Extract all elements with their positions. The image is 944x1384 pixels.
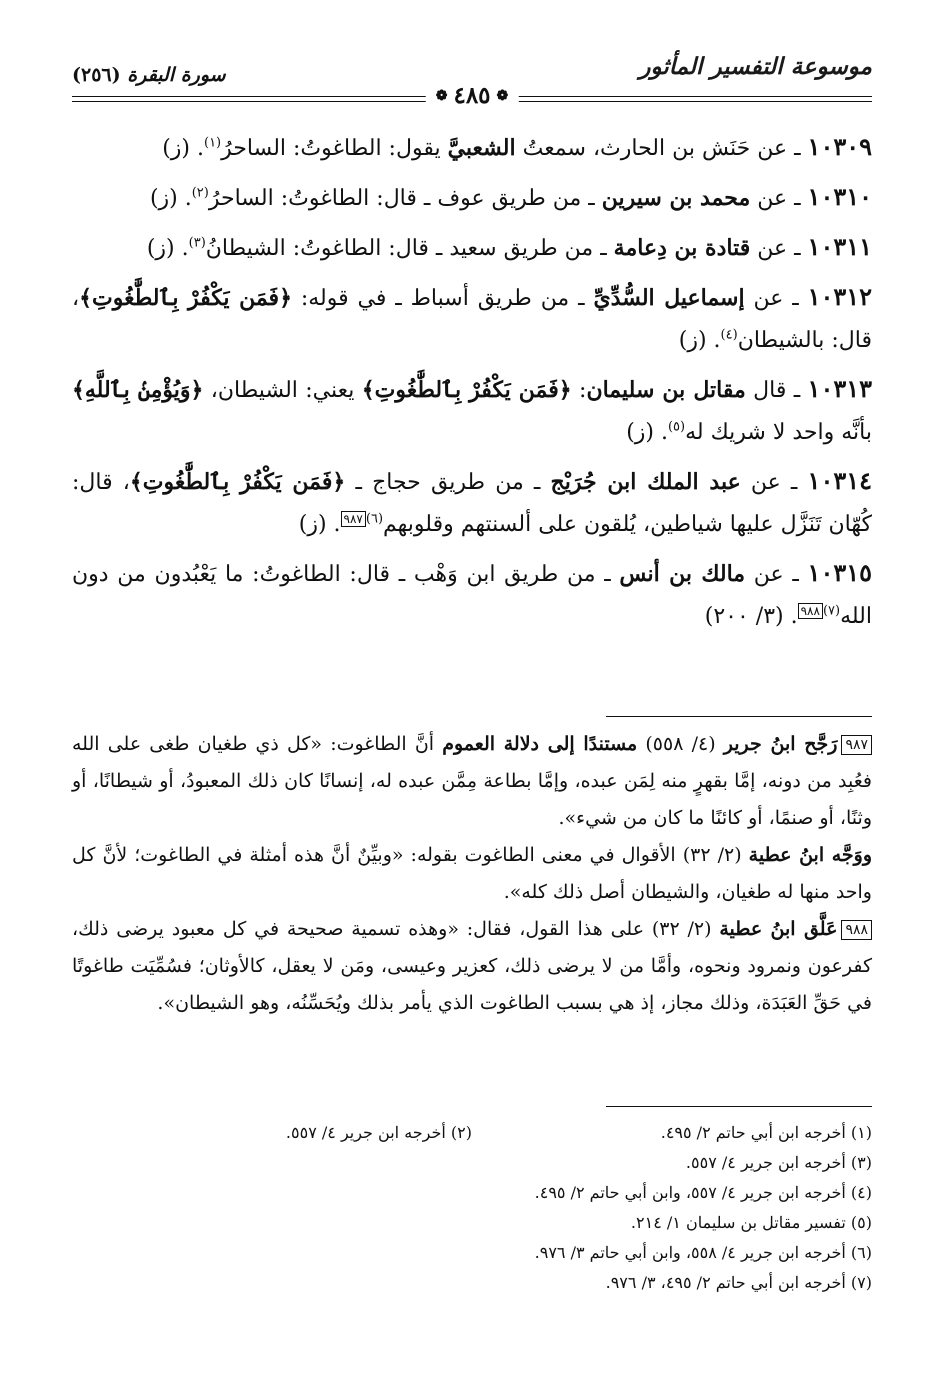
footnotes-divider [606,1106,872,1107]
commentary-text: (٤/ ٥٥٨) [637,733,724,755]
narration-text: . (ز) [162,136,204,161]
commentary-author: عَلَّق ابنُ عطية [719,918,838,940]
commentary-author: رَجَّح ابنُ جرير [723,733,838,755]
narrations [72,126,872,644]
commentary-number-box: ٩٨٧ [841,735,872,755]
narration-entry [72,368,872,454]
page-number-text: ٤٨٥ [453,82,491,109]
narration-text: ـ من طريق ابن وَهْب ـ قال: الطاغوتُ: ما يَعْبُدون من دون الله [72,562,872,629]
narration-entry [72,176,872,220]
footnote-marker: (٢) [191,185,209,201]
narration-entry [72,552,872,638]
narration-text: . (ز) [298,512,341,537]
footnote: (٤) أخرجه ابن جرير ٤/ ٥٥٧، وابن أبي حاتم ٢/ ٤٩٥. [534,1183,872,1202]
narration-number: ١٠٣٠٩ [807,132,872,161]
narration-text: ـ عن [750,186,808,211]
narration-entry [72,126,872,170]
quran-verse: ﴿وَيُؤْمِنۢ بِٱللَّهِ﴾ [72,377,204,403]
footnote: (٢) أخرجه ابن جرير ٤/ ٥٥٧. [285,1123,472,1142]
footnote: (٧) أخرجه ابن أبي حاتم ٢/ ٤٩٥، ٣/ ٩٧٦. [605,1273,872,1292]
footnote: (٦) أخرجه ابن جرير ٤/ ٥٥٨، وابن أبي حاتم ٣/ ٩٧٦. [534,1243,872,1262]
narration-number: ١٠٣١٣ [807,374,872,403]
notes-divider [606,716,872,717]
book-title: موسوعة التفسير المأثور [639,54,872,80]
commentary-text: (٢/ ٣٢) الأقوال في معنى الطاغوت بقوله: «وبيِّنٌ أنَّ هذه أمثلة في الطاغوت؛ لأنَّ كل واحد منها له طغيان، والشيطان أصل ذلك كله». [72,844,872,903]
narration-text: يقول: الطاغوتُ: الساحرُ [221,136,448,161]
footnote-marker: (٥) [667,419,686,435]
narration-text: ـ عن [740,470,808,495]
narration-text: ـ عن [744,286,808,311]
footnote: (٥) تفسير مقاتل بن سليمان ١/ ٢١٤. [630,1213,872,1232]
narrator-name: محمد بن سيرين [601,185,751,211]
narration-text: . (ز) [149,186,192,211]
narration-number: ١٠٣١٠ [807,182,872,211]
commentary-text: أنَّ الطاغوت: «كل ذي طغيان طغى على الله فعُبِد من دونه، إمَّا بقهرٍ منه لِمَن عبده، وإمَّا بطاعة مِمَّن عبده له، إنسانًا كان ذلك المعبودُ، أو شيطانًا، أو وثنًا، أو صنمًا، أو كائنًا ما كان من شيء». [72,733,872,829]
narration-text: ـ من طريق أسباط ـ في قوله: [291,286,594,311]
narration-text: . (٣/ ٢٠٠) [704,604,798,629]
narrator-name: عبد الملك ابن جُرَيْج [550,469,741,495]
narration-text: بأنَّه واحد لا شريك له [685,420,872,445]
footnote-marker: (٧) [822,603,841,619]
narration-text: . (ز) [146,236,189,261]
narration-entry [72,460,872,546]
commentary-emphasis: مستندًا إلى دلالة العموم [442,733,638,755]
narration-entry [72,276,872,362]
narrator-name: مالك بن أنس [619,561,746,587]
commentary-notes [72,726,872,1022]
quran-verse: ﴿فَمَن يَكْفُرْ بِٱلطَّٰغُوتِ﴾ [79,285,292,311]
narrator-name: إسماعيل السُّدِّيِّ [593,285,745,311]
commentary-ref-box[interactable]: ٩٨٨ [798,603,823,619]
narration-text: يعني: الشيطان، [203,378,362,403]
ayah-number: (٢٥٦) [72,64,121,86]
narration-text: ، قال: بالشيطان [72,286,872,353]
narration-text: ـ من طريق سعيد ـ قال: الطاغوتُ: الشيطانُ [205,236,614,261]
footnote-marker: (١) [203,135,222,151]
narration-number: ١٠٣١٥ [807,558,872,587]
surah-name: سورة البقرة [127,64,226,86]
footnote-marker: (٦) [365,511,384,527]
ornament-icon: ❁ [496,87,509,104]
narration-text: ـ قال [745,378,808,403]
footnote-marker: (٣) [188,235,206,251]
narration-number: ١٠٣١٢ [807,282,873,311]
narration-text: ـ من طريق حجاج ـ [345,470,551,495]
narration-text: : [571,378,587,403]
page-number [426,82,519,109]
quran-verse: ﴿فَمَن يَكْفُرْ بِٱلطَّٰغُوتِ﴾ [361,377,572,403]
quran-verse: ﴿فَمَن يَكْفُرْ بِٱلطَّٰغُوتِ﴾ [129,469,346,495]
narration-text: ـ من طريق عوف ـ قال: الطاغوتُ: الساحرُ [208,186,602,211]
narrator-name: قتادة بن دِعامة [613,235,751,261]
page-header [72,52,872,109]
commentary-number-box: ٩٨٨ [841,920,872,940]
narration-text: ـ عن حَنَش بن الحارث، سمعتُ [515,136,808,161]
narration-text: ، قال: كُهّان تَنَزَّل عليها شياطين، يُلقون على ألسنتهم وقلوبهم [72,470,872,537]
narration-text: ـ عن [745,562,808,587]
footnote-row [72,1118,872,1148]
narration-text: ـ عن [750,236,808,261]
commentary-text: (٢/ ٣٢) على هذا القول، فقال: «وهذه تسمية صحيحة في كل معبود يرضى ذلك، كفرعون ونمرود ونحوه، وأمَّا من لا يرضى ذلك، كعزير وعيسى، ومَن لا يعقل، كالأوثان؛ فسُمِّيَت طاغوتًا في حَقِّ العَبَدَة، وذلك مجاز، إذ هي بسبب الطاغوت الذي يأمر بذلك ويُحَسِّنُه، وهو الشيطان». [72,918,872,1014]
narration-text: . (ز) [626,420,668,445]
commentary-ref-box[interactable]: ٩٨٧ [341,511,366,527]
narration-number: ١٠٣١١ [807,232,872,261]
commentary-note [72,726,872,837]
footnotes [72,1118,872,1298]
narration-entry [72,226,872,270]
commentary-note [72,911,872,1022]
surah-reference [72,64,226,86]
footnote: (٣) أخرجه ابن جرير ٤/ ٥٥٧. [685,1153,872,1172]
narrator-name: الشعبيَّ [447,135,516,161]
narration-number: ١٠٣١٤ [807,466,872,495]
commentary-note [72,837,872,911]
footnote: (١) أخرجه ابن أبي حاتم ٢/ ٤٩٥. [660,1123,872,1142]
narrator-name: مقاتل بن سليمان [586,377,746,403]
footnote-marker: (٤) [720,327,738,343]
commentary-author: ووَجَّه ابنُ عطية [748,844,872,866]
ornament-icon: ❁ [435,87,448,104]
narration-text: . (ز) [678,328,721,353]
